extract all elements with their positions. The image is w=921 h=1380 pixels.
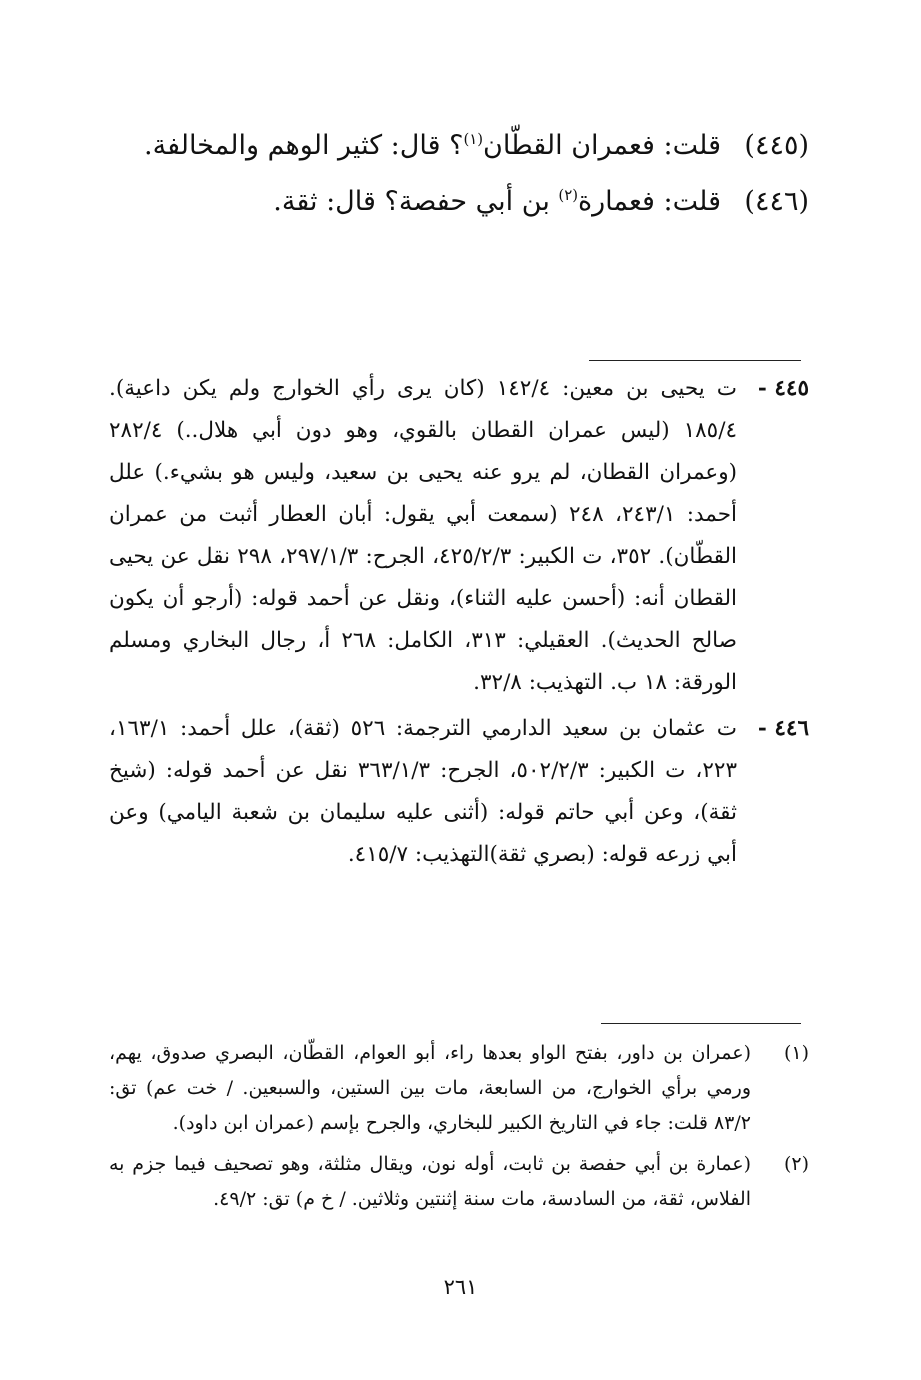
main-text	[109, 118, 809, 230]
entry-number: (٤٤٥)	[744, 130, 809, 161]
entry-number: (٤٤٦)	[744, 186, 809, 217]
note-445	[109, 368, 809, 704]
note-text: ت يحيى بن معين: ١٤٢/٤ (كان يرى رأي الخوارج ولم يكن داعية). ١٨٥/٤ (ليس عمران القطان بالقوي، وهو دون أبي هلال..) ٢٨٢/٤ (وعمران القطان، لم يرو عنه يحيى بن سعيد، وليس هو بشيء.) علل أحمد: ٢٤٣/١، ٢٤٨ (سمعت أبي يقول: أبان العطار أثبت من عمران القطّان). ٣٥٢، ت الكبير: ٤٢٥/٢/٣، الجرح: ٢٩٧/١/٣، ٢٩٨ نقل عن يحيى القطان أنه: (أحسن عليه الثناء)، ونقل عن أحمد قوله: (أرجو أن يكون صالح الحديث). العقيلي: ٣١٣، الكامل: ٢٦٨ أ، رجال البخاري ومسلم الورقة: ١٨ ب. التهذيب: ٣٢/٨.	[109, 376, 738, 695]
entry-text: قلت: فعمران القطّان$^{(١)}$؟ قال: كثير الوهم والمخالفة.	[144, 130, 721, 161]
note-number: ٤٤٥ -	[757, 376, 809, 401]
note-number: ٤٤٦ -	[757, 716, 809, 741]
main-entry-446	[109, 174, 809, 230]
note-text: ت عثمان بن سعيد الدارمي الترجمة: ٥٢٦ (ثقة)، علل أحمد: ١٦٣/١، ٢٢٣، ت الكبير: ٥٠٢/٢/٣، الجرح: ٣٦٣/١/٣ نقل عن أحمد قوله: (شيخ ثقة)، وعن أبي حاتم قوله: (أثنى عليه سليمان بن شعبة اليامي) وعن أبي زرعه قوله: (بصري ثقة)التهذيب: ٤١٥/٧.	[109, 716, 738, 867]
footnote-number: (١)	[783, 1042, 809, 1064]
footnote-number: (٢)	[783, 1153, 809, 1175]
notes-separator	[589, 360, 801, 361]
footnote-2	[109, 1147, 809, 1217]
main-entry-445	[109, 118, 809, 174]
footnote-text: (عمارة بن أبي حفصة بن ثابت، أوله نون، ويقال مثلثة، وهو تصحيف فيما جزم به الفلاس، ثقة، من السادسة، مات سنة إثنتين وثلاثين. / خ م) تق: ٤٩/٢.	[109, 1153, 751, 1210]
page-number: ٢٦١	[443, 1275, 478, 1299]
entry-text: قلت: فعمارة$^{(٢)}$ بن أبي حفصة؟ قال: ثقة.	[273, 186, 721, 217]
footnote-1	[109, 1036, 809, 1141]
footnote-text: (عمران بن داور، بفتح الواو بعدها راء، أبو العوام، القطّان، البصري صدوق، يهم، ورمي برأي الخوارج، من السابعة، مات بين الستين، والسبعين. / خت عم) تق: ٨٣/٢ قلت: جاء في التاريخ الكبير للبخاري، والجرح بإسم (عمران ابن داود).	[109, 1042, 751, 1134]
footnotes-separator	[601, 1023, 801, 1024]
note-446	[109, 708, 809, 876]
footnote-marker[interactable]: (٢)	[558, 186, 578, 204]
footnotes	[109, 1036, 809, 1223]
editor-notes	[109, 368, 809, 880]
footnote-marker[interactable]: (١)	[463, 130, 484, 148]
